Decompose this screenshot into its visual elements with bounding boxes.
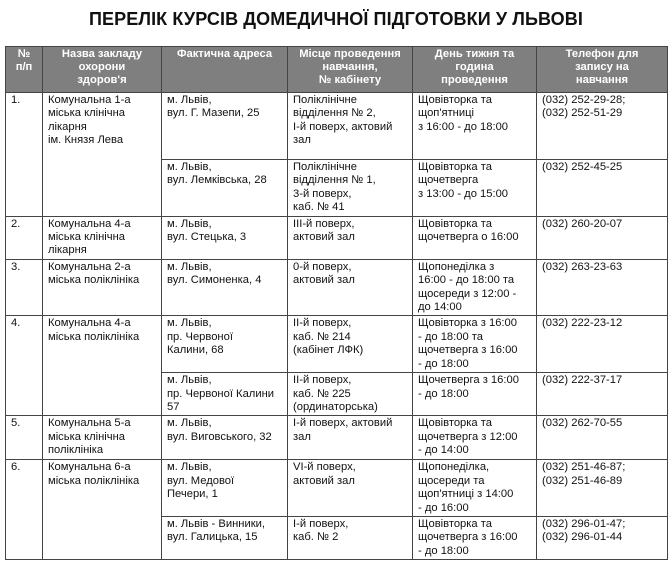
phone-text: (032) 296-01-47; [542, 517, 626, 530]
schedule-text: щоп'ятниці з 14:00 [418, 488, 514, 501]
place-text: 3-й поверх, [293, 187, 352, 200]
place-cell [288, 93, 413, 160]
table-row [6, 460, 668, 517]
institution-cell [43, 416, 162, 460]
schedule-cell [413, 160, 537, 217]
schedule-text: щосереди з 12:00 - [418, 287, 517, 300]
header-text: година [455, 61, 494, 73]
institution-name: поліклініка [48, 444, 104, 457]
schedule-text: Щовівторка та [418, 217, 492, 230]
address-text: м. Львів, [167, 317, 212, 330]
courses-table [5, 46, 668, 560]
institution-name: міська клінічна [48, 430, 125, 443]
institution-name: Комунальна 1-а [48, 94, 131, 106]
schedule-text: щочетверга о 16:00 [418, 231, 519, 244]
address-cell [162, 416, 288, 460]
institution-cell [43, 93, 162, 217]
institution-name: лікарня [48, 244, 87, 257]
place-text: 0-й поверх, [293, 260, 352, 273]
institution-cell [43, 460, 162, 560]
institution-header [43, 47, 162, 93]
schedule-text: Щочетверга з 16:00 [418, 374, 519, 387]
address-text: Калини, 68 [167, 344, 224, 357]
schedule-cell [413, 93, 537, 160]
schedule-cell [413, 316, 537, 373]
place-text: I-й поверх, [293, 517, 349, 530]
header-text: здоров'я [77, 74, 127, 86]
address-text: вул. Лемківська, 28 [167, 174, 267, 187]
header-text: Місце проведення [299, 48, 401, 60]
phone-text: (032) 296-01-44 [542, 531, 623, 544]
address-cell [162, 93, 288, 160]
phone-text: (032) 251-46-89 [542, 474, 623, 487]
address-text: пр. Червоної [167, 330, 233, 343]
place-cell [288, 259, 413, 316]
address-cell [162, 216, 288, 259]
schedule-text: Щовівторка та [418, 417, 492, 430]
address-text: м. Львів, [167, 260, 212, 273]
place-text: I-й поверх, актовий [293, 120, 393, 133]
header-text: навчання, [322, 61, 378, 73]
address-text: вул. Симоненка, 4 [167, 274, 262, 287]
schedule-cell [413, 516, 537, 559]
place-text: I-й поверх, актовий [293, 417, 393, 430]
row-number: 6. [6, 460, 43, 560]
institution-name: міська поліклініка [48, 330, 140, 343]
schedule-text: щоп'ятниці [418, 107, 474, 120]
address-text: вул. Стецька, 3 [167, 231, 247, 244]
header-row [6, 47, 668, 93]
place-text: II-й поверх, [293, 317, 352, 330]
address-cell [162, 259, 288, 316]
place-text: актовий зал [293, 231, 355, 244]
place-text: VI-й поверх, [293, 461, 356, 474]
place-text: каб. № 214 [293, 330, 351, 343]
header-text: проведення [441, 74, 508, 86]
address-cell [162, 160, 288, 217]
phone-text: (032) 251-46-87; [542, 461, 626, 474]
phone-cell [537, 93, 668, 160]
header-text: охорони [78, 61, 126, 73]
address-text: м. Львів - Винники, [167, 517, 265, 530]
header-text: навчання [575, 74, 629, 86]
place-text: Поліклінічне [293, 161, 357, 173]
institution-name: Комунальна 4-а [48, 317, 131, 330]
institution-name: ім. Князя Лева [48, 134, 124, 147]
header-text: Назва закладу [61, 48, 143, 60]
schedule-text: щосереди та [418, 474, 485, 487]
header-text: День тижня та [434, 48, 515, 60]
schedule-text: Щовівторка та [418, 517, 492, 530]
institution-name: Комунальна 5-а [48, 417, 131, 430]
header-text: Фактична адреса [176, 48, 273, 60]
schedule-text: - до 16:00 [418, 501, 469, 514]
schedule-text: - до 18:00 та [418, 330, 484, 343]
phone-cell [537, 216, 668, 259]
address-text: Печери, 1 [167, 488, 218, 501]
place-cell [288, 416, 413, 460]
place-text: Поліклінічне [293, 94, 357, 106]
address-text: вул. Галицька, 15 [167, 531, 258, 544]
table-body [6, 93, 668, 560]
address-text: м. Львів, [167, 94, 212, 106]
schedule-text: щочетверга з 12:00 [418, 430, 518, 443]
institution-name: Комунальна 4-а [48, 217, 131, 230]
institution-name: лікарня [48, 120, 87, 133]
phone-text: (032) 222-37-17 [542, 374, 623, 387]
address-text: 57 [167, 400, 180, 413]
phone-cell [537, 416, 668, 460]
table-row [6, 93, 668, 160]
place-cell [288, 160, 413, 217]
schedule-text: Щовівторка з 16:00 [418, 317, 517, 330]
schedule-cell [413, 216, 537, 259]
phone-cell [537, 460, 668, 517]
phone-text: (032) 262-70-55 [542, 417, 623, 430]
num-header [6, 47, 43, 93]
header-text: п/п [15, 61, 33, 73]
phone-text: (032) 252-51-29 [542, 107, 623, 120]
address-text: м. Львів, [167, 461, 212, 474]
schedule-text: Щовівторка та [418, 94, 492, 106]
address-text: м. Львів, [167, 161, 212, 173]
schedule-header [413, 47, 537, 93]
address-cell [162, 460, 288, 517]
place-text: актовий зал [293, 274, 355, 287]
phone-text: (032) 222-23-12 [542, 317, 623, 330]
institution-name: міська поліклініка [48, 274, 140, 287]
phone-text: (032) 260-20-07 [542, 217, 623, 230]
address-text: пр. Червоної Калини [167, 387, 274, 400]
place-text: II-й поверх, [293, 374, 352, 387]
place-cell [288, 373, 413, 416]
phone-cell [537, 160, 668, 217]
row-number: 5. [6, 416, 43, 460]
institution-name: міська клінічна [48, 107, 125, 120]
place-text: зал [293, 134, 311, 147]
address-cell [162, 373, 288, 416]
address-text: вул. Виговського, 32 [167, 430, 272, 443]
row-number: 1. [6, 93, 43, 217]
phone-cell [537, 373, 668, 416]
place-header [288, 47, 413, 93]
place-text: каб. № 2 [293, 531, 339, 544]
header-text: № [17, 48, 31, 60]
place-cell [288, 316, 413, 373]
place-text: відділення № 2, [293, 107, 376, 120]
row-number: 3. [6, 259, 43, 316]
place-cell [288, 516, 413, 559]
schedule-text: щочетверга [418, 174, 479, 187]
place-text: (кабінет ЛФК) [293, 344, 364, 357]
address-text: вул. Медової [167, 474, 235, 487]
phone-cell [537, 516, 668, 559]
schedule-text: 16:00 - до 18:00 та [418, 274, 515, 287]
place-text: зал [293, 430, 311, 443]
address-header [162, 47, 288, 93]
schedule-text: - до 18:00 [418, 544, 469, 557]
phone-text: (032) 252-45-25 [542, 161, 623, 173]
page-title: ПЕРЕЛІК КУРСІВ ДОМЕДИЧНОЇ ПІДГОТОВКИ У ЛЬВОВІ [89, 9, 583, 29]
phone-text: (032) 252-29-28; [542, 94, 626, 106]
institution-name: міська клінічна [48, 231, 125, 244]
table-row [6, 259, 668, 316]
schedule-cell [413, 259, 537, 316]
address-cell [162, 516, 288, 559]
schedule-text: Щопонеділка, [418, 461, 490, 474]
address-text: м. Львів, [167, 217, 212, 230]
header-text: Телефон для [565, 48, 639, 60]
schedule-text: щочетверга з 16:00 [418, 344, 518, 357]
place-cell [288, 216, 413, 259]
schedule-text: - до 18:00 [418, 387, 469, 400]
header-text: запису на [575, 61, 629, 73]
place-text: відділення № 1, [293, 174, 376, 187]
table-row [6, 316, 668, 373]
institution-name: Комунальна 6-а [48, 461, 131, 474]
schedule-text: Щовівторка та [418, 161, 492, 173]
address-text: вул. Г. Мазепи, 25 [167, 107, 260, 120]
schedule-cell [413, 460, 537, 517]
institution-name: Комунальна 2-а [48, 260, 131, 273]
table-row [6, 216, 668, 259]
place-text: актовий зал [293, 474, 355, 487]
place-cell [288, 460, 413, 517]
place-text: III-й поверх, [293, 217, 355, 230]
schedule-text: до 14:00 [418, 301, 462, 314]
schedule-cell [413, 373, 537, 416]
schedule-text: щочетверга з 16:00 [418, 531, 518, 544]
row-number: 4. [6, 316, 43, 416]
place-text: (ординаторська) [293, 400, 378, 413]
institution-name: міська поліклініка [48, 474, 140, 487]
row-number: 2. [6, 216, 43, 259]
phone-text: (032) 263-23-63 [542, 260, 623, 273]
place-text: каб. № 225 [293, 387, 351, 400]
schedule-text: Щопонеділка з [418, 260, 495, 273]
institution-cell [43, 216, 162, 259]
phone-header [537, 47, 668, 93]
schedule-cell [413, 416, 537, 460]
table-header [6, 47, 668, 93]
schedule-text: - до 18:00 [418, 357, 469, 370]
header-text: № кабінету [318, 74, 382, 86]
schedule-text: з 16:00 - до 18:00 [418, 120, 509, 133]
table-row [6, 416, 668, 460]
phone-cell [537, 259, 668, 316]
place-text: каб. № 41 [293, 201, 345, 214]
institution-cell [43, 316, 162, 416]
address-cell [162, 316, 288, 373]
institution-cell [43, 259, 162, 316]
address-text: м. Львів, [167, 374, 212, 387]
address-text: м. Львів, [167, 417, 212, 430]
phone-cell [537, 316, 668, 373]
schedule-text: - до 14:00 [418, 444, 469, 457]
schedule-text: з 13:00 - до 15:00 [418, 187, 509, 200]
